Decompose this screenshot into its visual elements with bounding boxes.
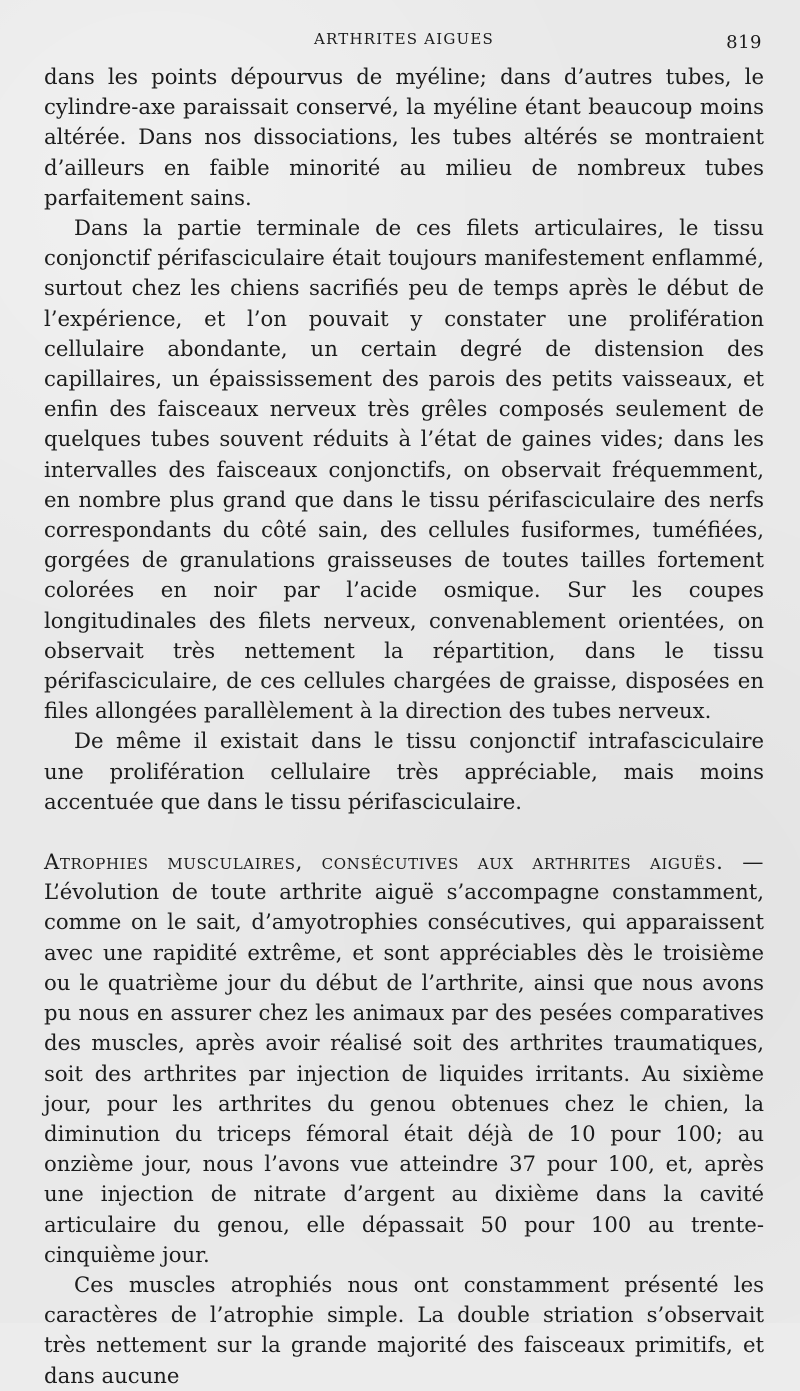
paragraph-text: Dans la partie terminale de ces filets articulaires, le tissu conjonctif périfasciculaire était toujours manifestement enflammé, surtout chez les chiens sacrifiés peu de temps après le début de l’expérience, et l’on pouvait y constater une prolifération cellulaire abondante, un certain degré de distension des capillaires, un épaississement des parois des petits vaisseaux, et enfin des faisceaux nerveux très grêles composés seulement de quelques tubes souvent réduits à l’état de gaines vides; dans les intervalles des faisceaux conjonctifs, on observait fréquemment, en nombre plus grand que dans le tissu périfasciculaire des nerfs correspondants du côté sain, des cellules fusiformes, tuméfiées, gorgées de granulations graisseuses de toutes tailles fortement colorées en noir par l’acide osmique. Sur les coupes longitudinales des filets nerveux, convenablement orientées, on observait très nettement la répartition, dans le tissu périfasciculaire, de ces cellules chargées de graisse, disposées en files allongées parallèlement à la direction des tubes nerveux.	[44, 215, 764, 724]
body-paragraph	[44, 62, 764, 213]
body-paragraph	[44, 726, 764, 817]
running-head: ARTHRITES AIGUES	[314, 30, 494, 48]
body-paragraph	[44, 213, 764, 726]
paragraph-text: Ces muscles atrophiés nous ont constamment présenté les caractères de l’atrophie simple. La double striation s’observait très nettement sur la grande majorité des faisceaux primitifs, et dans aucune	[44, 1271, 764, 1388]
page-header	[44, 22, 764, 56]
section-following-paragraph	[44, 1270, 764, 1391]
section-heading: Atrophies musculaires, consécutives aux arthrites aiguës. —	[44, 849, 764, 875]
page-body	[44, 62, 764, 1391]
section-lead-text: L’évolution de toute arthrite aiguë s’accompagne constamment, comme on le sait, d’amyotrophies consécutives, qui apparaissent avec une rapidité extrême, et sont appréciables dès le troisième ou le quatrième jour du début de l’arthrite, ainsi que nous avons pu nous en assurer chez les animaux par des pesées comparatives des muscles, après avoir réalisé soit des arthrites traumatiques, soit des arthrites par injection de liquides irritants. Au sixième jour, pour les arthrites du genou obtenues chez le chien, la diminution du triceps fémoral était déjà de 10 pour 100; au onzième jour, nous l’avons vue atteindre 37 pour 100, et, après une injection de nitrate d’argent au dixième dans la cavité articulaire du genou, elle dépassait 50 pour 100 au trente-cinquième jour.	[44, 879, 764, 1267]
page-number: 819	[726, 32, 762, 53]
paragraph-text: dans les points dépourvus de myéline; dans d’autres tubes, le cylindre-axe paraissait conservé, la myéline étant beaucoup moins altérée. Dans nos dissociations, les tubes altérés se montraient d’ailleurs en faible minorité au milieu de nombreux tubes parfaitement sains.	[44, 64, 764, 210]
section-gap	[44, 817, 764, 847]
section-paragraph	[44, 847, 764, 1270]
paragraph-text: De même il existait dans le tissu conjonctif intrafasciculaire une prolifération cellulaire très appréciable, mais moins accentuée que dans le tissu périfasciculaire.	[44, 728, 764, 814]
